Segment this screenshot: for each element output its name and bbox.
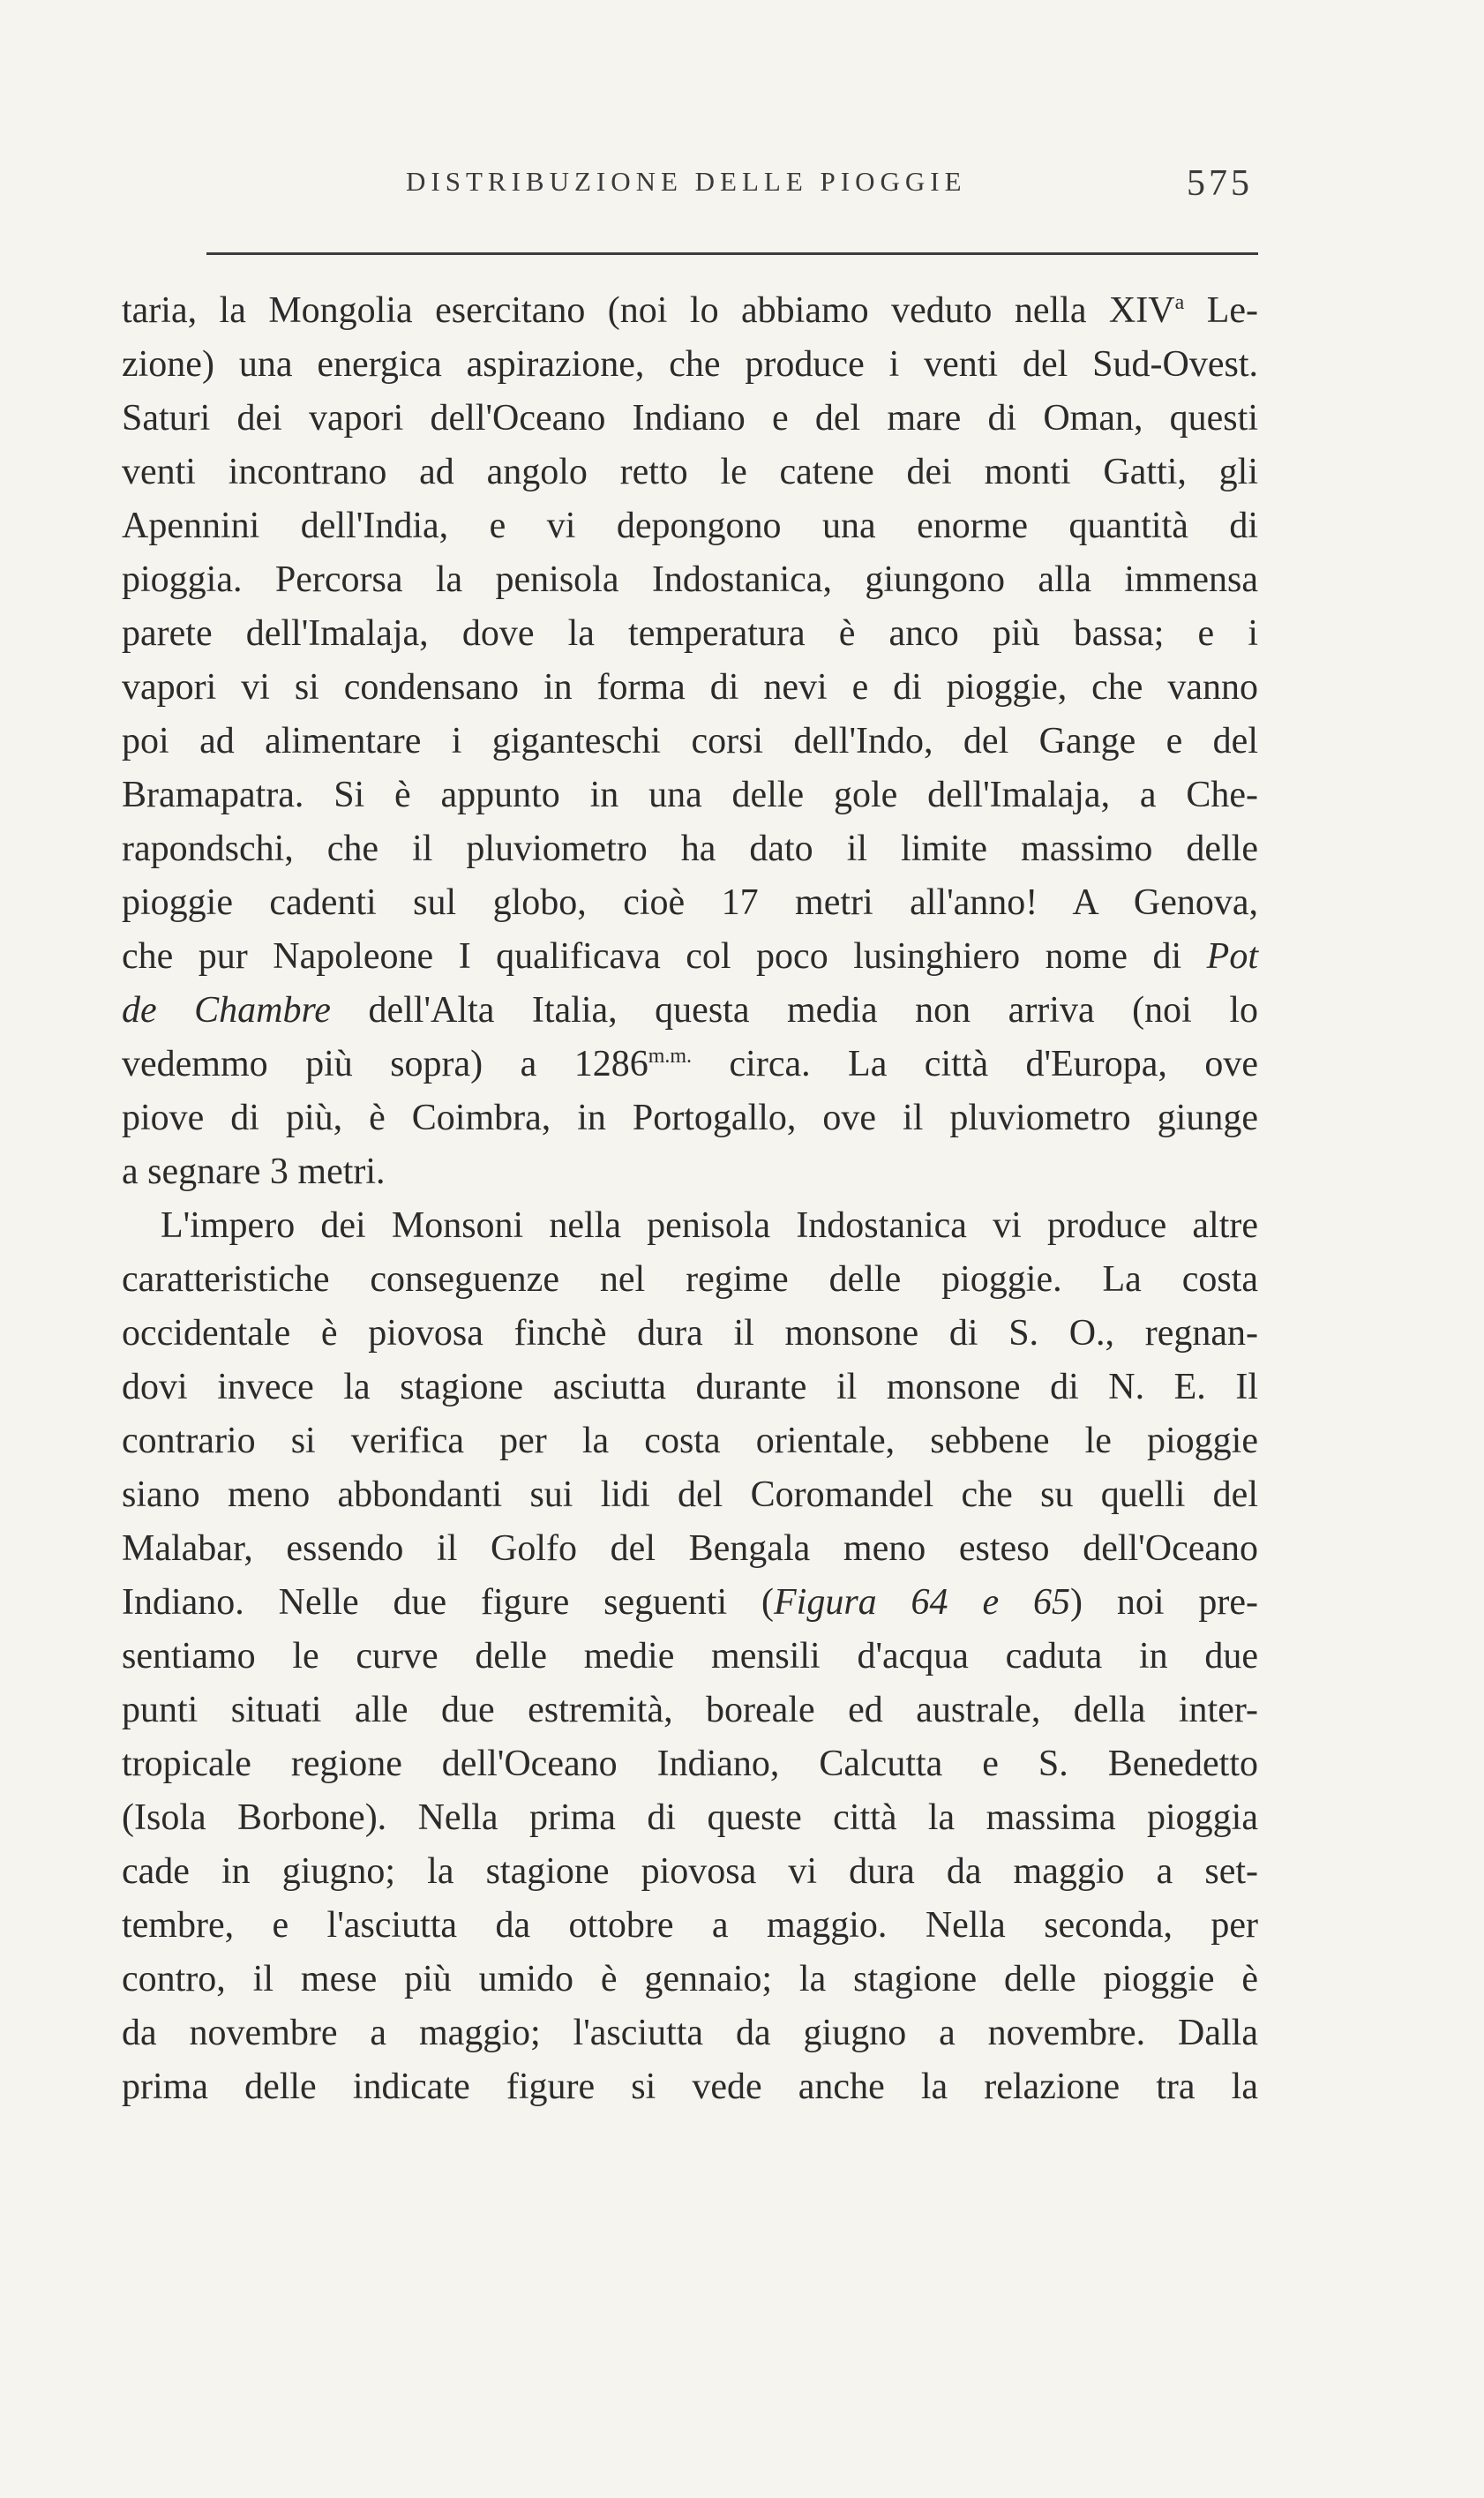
text-line: Indiano. Nelle due figure seguenti (Figura 64 e 65) noi pre- — [122, 1582, 1258, 1623]
text-line: Bramapatra. Si è appunto in una delle gole dell'Imalaja, a Che- — [122, 775, 1258, 815]
text-line: Saturi dei vapori dell'Oceano Indiano e del mare di Oman, questi — [122, 398, 1258, 439]
text-line: poi ad alimentare i giganteschi corsi dell'Indo, del Gange e del — [122, 721, 1258, 761]
text-line: pioggia. Percorsa la penisola Indostanica, giungono alla immensa — [122, 559, 1258, 600]
italic-text: Pot — [1206, 936, 1258, 977]
text-line: a segnare 3 metri. — [122, 1151, 386, 1192]
text-line: tembre, e l'asciutta da ottobre a maggio. Nella seconda, per — [122, 1905, 1258, 1946]
text-line: siano meno abbondanti sui lidi del Coromandel che su quelli del — [122, 1474, 1258, 1515]
page-header — [406, 163, 1253, 204]
text-line: taria, la Mongolia esercitano (noi lo abbiamo veduto nella XIV$^a$ Le- — [122, 290, 1258, 331]
text-line: contrario si verifica per la costa orientale, sebbene le pioggie — [122, 1421, 1258, 1461]
text-line: caratteristiche conseguenze nel regime delle pioggie. La costa — [122, 1259, 1258, 1300]
italic-text: Figura 64 e 65 — [774, 1582, 1070, 1623]
text-line: vapori vi si condensano in forma di nevi e di pioggie, che vanno — [122, 667, 1258, 708]
superscript: a — [1174, 291, 1185, 314]
text-line: occidentale è piovosa finchè dura il monsone di S. O., regnan- — [122, 1313, 1258, 1354]
text-line: sentiamo le curve delle medie mensili d'acqua caduta in due — [122, 1636, 1258, 1677]
text-line: punti situati alle due estremità, boreale ed australe, della inter- — [122, 1690, 1258, 1730]
body-text — [122, 284, 1258, 2114]
text-line: prima delle indicate figure si vede anche la relazione tra la — [122, 2067, 1258, 2107]
text-line: tropicale regione dell'Oceano Indiano, Calcutta e S. Benedetto — [122, 1744, 1258, 1784]
text-line: parete dell'Imalaja, dove la temperatura è anco più bassa; e i — [122, 613, 1258, 654]
text-line: Malabar, essendo il Golfo del Bengala meno esteso dell'Oceano — [122, 1528, 1258, 1569]
text-line: contro, il mese più umido è gennaio; la stagione delle pioggie è — [122, 1959, 1258, 1999]
text-line: L'impero dei Monsoni nella penisola Indostanica vi produce altre — [161, 1205, 1258, 1246]
page-number: 575 — [1187, 163, 1253, 204]
italic-text: de Chambre — [122, 990, 331, 1031]
text-line: venti incontrano ad angolo retto le catene dei monti Gatti, gli — [122, 452, 1258, 492]
text-line: dovi invece la stagione asciutta durante il monsone di N. E. Il — [122, 1367, 1258, 1407]
text-line: rapondschi, che il pluviometro ha dato il limite massimo delle — [122, 829, 1258, 869]
running-title: DISTRIBUZIONE DELLE PIOGGIE — [406, 166, 967, 197]
text-line: Apennini dell'India, e vi depongono una enorme quantità di — [122, 506, 1258, 546]
text-line: cade in giugno; la stagione piovosa vi dura da maggio a set- — [122, 1851, 1258, 1892]
text-line: pioggie cadenti sul globo, cioè 17 metri all'anno! A Genova, — [122, 882, 1258, 923]
superscript: m.m. — [648, 1045, 693, 1068]
text-line: de Chambre dell'Alta Italia, questa media non arriva (noi lo — [122, 990, 1258, 1031]
text-line: vedemmo più sopra) a $1286^{m.m.}$ circa. La città d'Europa, ove — [122, 1044, 1258, 1084]
text-line: piove di più, è Coimbra, in Portogallo, ove il pluviometro giunge — [122, 1098, 1258, 1138]
text-line: (Isola Borbone). Nella prima di queste città la massima pioggia — [122, 1797, 1258, 1838]
text-line: zione) una energica aspirazione, che produce i venti del Sud-Ovest. — [122, 344, 1258, 385]
header-rule — [206, 252, 1258, 255]
text-line: che pur Napoleone I qualificava col poco lusinghiero nome di Pot — [122, 936, 1258, 977]
text-line: da novembre a maggio; l'asciutta da giugno a novembre. Dalla — [122, 2013, 1258, 2053]
